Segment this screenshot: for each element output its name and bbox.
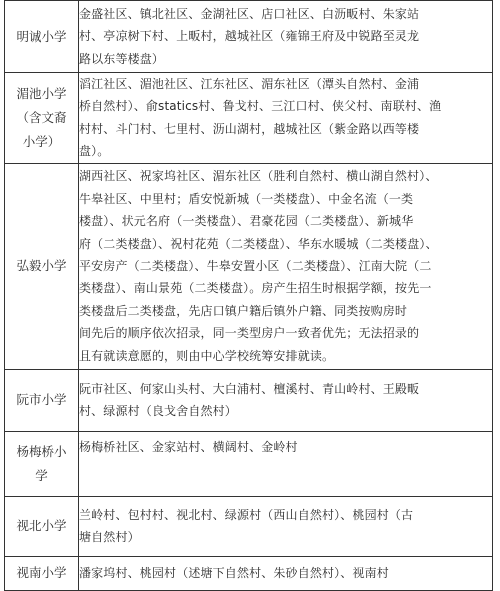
- enrollment-area-cell: [79, 1, 493, 73]
- enrollment-area-cell: [79, 431, 493, 496]
- table-row: [5, 369, 493, 431]
- school-name: 视北小学: [16, 518, 67, 534]
- area-text-line: 湖西社区、祝家坞社区、湄东社区（胜利自然村、横山湖自然村）、: [79, 169, 438, 184]
- school-zone-table: [4, 0, 493, 591]
- table-row: [5, 431, 493, 496]
- area-text-line: 路以东等楼盘）: [79, 51, 165, 66]
- table-row: [5, 163, 493, 369]
- area-text-line: 村、亭凉树下村、上畈村，越城社区（雍锦王府及中锐路至灵龙: [79, 29, 420, 44]
- area-text-line: 类楼盘后二类楼盘，先店口镇户籍后镇外户籍、同类按购房时: [79, 303, 408, 318]
- school-name-note: （含文裔: [16, 109, 67, 125]
- enrollment-area-cell: [79, 496, 493, 556]
- area-text-line: 塘自然村）: [79, 530, 140, 545]
- table-row: [5, 73, 493, 164]
- school-name: 湄池小学: [16, 85, 67, 101]
- area-text-line: 平安房产（二类楼盘）、牛皋安置小区（二类楼盘）、江南大院（二: [79, 258, 432, 273]
- area-text-line: 兰岭村、包村村、视北村、绿源村（西山自然村）、桃园村（古: [79, 507, 414, 522]
- school-name: 明诚小学: [16, 28, 67, 44]
- school-name: 杨梅桥小: [16, 443, 67, 459]
- area-text-line: 盘）。: [79, 144, 110, 159]
- area-text-line: 杨梅桥社区、金家站村、横阔村、金岭村: [79, 439, 298, 454]
- enrollment-area-cell: [79, 73, 493, 164]
- area-text-line: 府（二类楼盘）、祝村花苑（二类楼盘）、华东水暖城（二类楼盘）、: [79, 236, 438, 251]
- school-name-cell: [5, 496, 79, 556]
- school-name: 阮市小学: [16, 392, 67, 408]
- school-name-cell: [5, 556, 79, 590]
- school-name-cell: [5, 1, 79, 73]
- area-text-line: 牛皋社区、中里村；盾安悦新城（一类楼盘）、中金名流（一类: [79, 191, 414, 206]
- school-name-cell: [5, 73, 79, 164]
- area-text-line: 滔江社区、湄池社区、江东社区、湄东社区（潭头自然村、金浦: [79, 77, 420, 91]
- school-name-note: 小学）: [22, 133, 61, 149]
- area-text-line: 楼盘）、状元名府（一类楼盘）、君豪花园（二类楼盘）、新城华: [79, 214, 414, 229]
- area-text-line: 间先后的顺序依次招录，同一类型房户一致者优先；无法招录的: [79, 326, 420, 341]
- area-text-line: 桥自然村）、俞statics村、鲁戈村、三江口村、侠父村、南联村、渔: [79, 99, 442, 114]
- table-row: [5, 556, 493, 590]
- table-row: [5, 496, 493, 556]
- area-text-line: 类楼盘）、南山景苑（二类楼盘）。房产生招生时根据学额，按先一: [79, 281, 432, 296]
- school-name: 弘毅小学: [16, 258, 67, 274]
- school-name: 学: [35, 467, 48, 483]
- enrollment-area-cell: [79, 163, 493, 369]
- school-name-cell: [5, 369, 79, 431]
- area-text-line: 潘家坞村、桃园村（述塘下自然村、朱砂自然村）、视南村: [79, 565, 389, 580]
- school-name-cell: [5, 163, 79, 369]
- school-name: 视南小学: [16, 565, 67, 581]
- area-text-line: 且有就读意愿的，则由中心学校统筹安排就读。: [79, 348, 335, 363]
- area-text-line: 村村、斗门村、七里村、沥山湖村，越城社区（紫金路以西等楼: [79, 121, 420, 136]
- enrollment-area-cell: [79, 369, 493, 431]
- area-text-line: 金盛社区、镇北社区、金湖社区、店口社区、白沥畈村、朱家站: [79, 6, 420, 21]
- area-text-line: 阮市社区、何家山头村、大白浦村、檀溪村、青山岭村、王殿畈: [79, 381, 420, 396]
- enrollment-area-cell: [79, 556, 493, 590]
- area-text-line: 村、绿源村（良戈舍自然村）: [79, 404, 237, 419]
- table-row: [5, 1, 493, 73]
- school-name-cell: [5, 431, 79, 496]
